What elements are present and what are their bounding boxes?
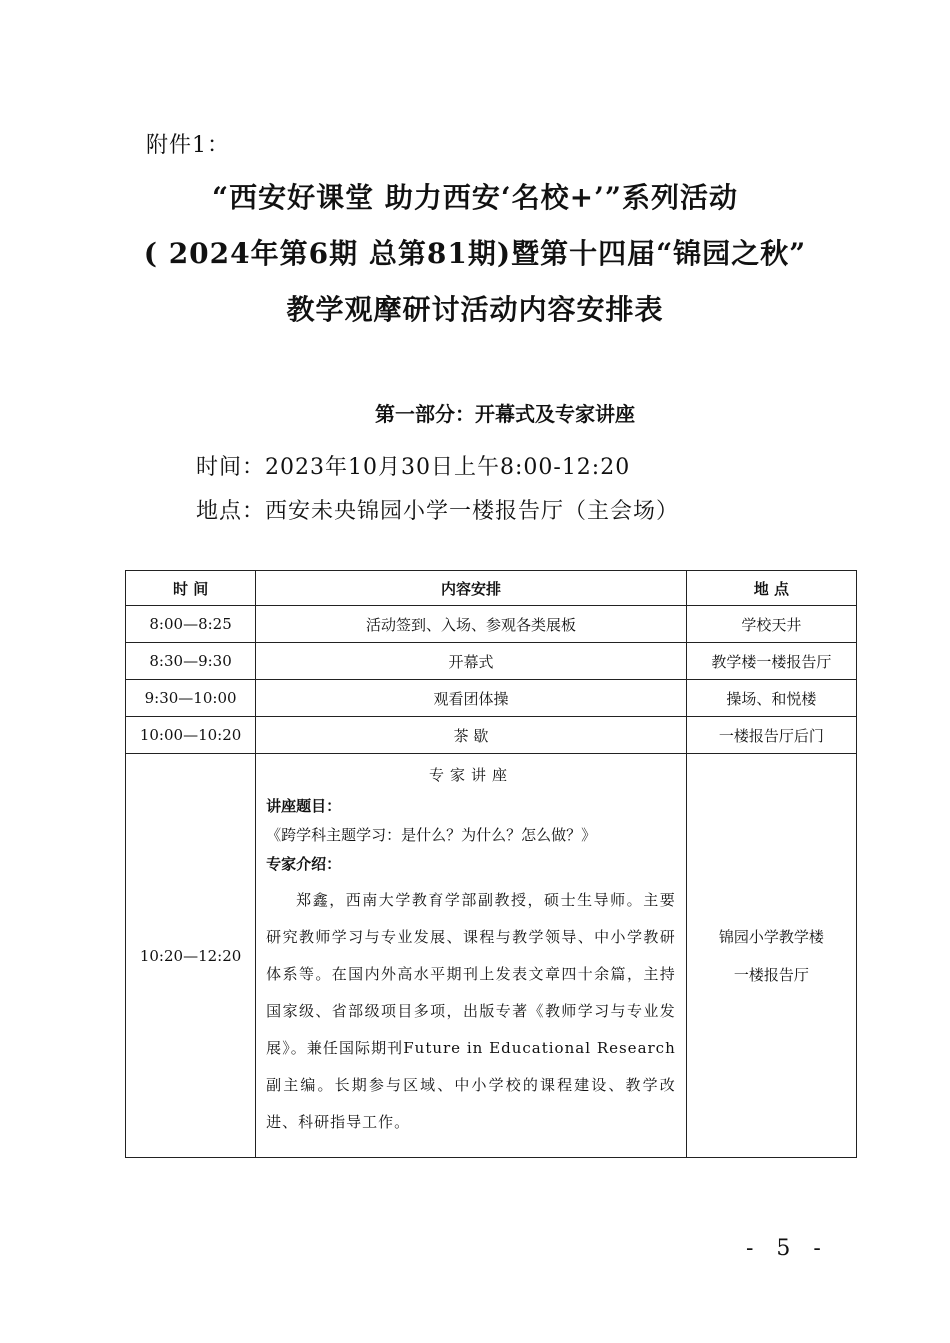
row-content: 开幕式 [256, 643, 687, 680]
table-row [126, 680, 857, 717]
title-line-2: ( 2024年第6期 总第81期)暨第十四届“锦园之秋” [143, 237, 807, 270]
row-time: 8:00—8:25 [126, 606, 256, 643]
table-row [126, 643, 857, 680]
topic-label: 讲座题目： [266, 797, 342, 815]
row-content: 活动签到、入场、参观各类展板 [256, 606, 687, 643]
title-line-1: “西安好课堂 助力西安‘名校+’”系列活动 [212, 181, 738, 214]
row-place: 教学楼一楼报告厅 [686, 643, 856, 680]
event-place: 地点：西安未央锦园小学一楼报告厅（主会场） [196, 499, 680, 524]
schedule-table [125, 570, 857, 1158]
title-line-3: 教学观摩研讨活动内容安排表 [286, 293, 664, 326]
expert-label: 专家介绍： [266, 855, 342, 873]
lecture-place-line-2: 一楼报告厅 [733, 965, 809, 984]
header-content: 内容安排 [256, 571, 687, 606]
table-row [126, 717, 857, 754]
row-place: 操场、和悦楼 [686, 680, 856, 717]
lecture-place-line-1: 锦园小学教学楼 [718, 927, 824, 946]
page-number: - 5 - [746, 1236, 829, 1261]
lecture-heading: 专家讲座 [428, 766, 513, 784]
section-heading: 第一部分：开幕式及专家讲座 [375, 402, 635, 426]
row-content: 茶 歇 [256, 717, 687, 754]
lecture-content [256, 754, 687, 1158]
row-time: 9:30—10:00 [126, 680, 256, 717]
header-place: 地 点 [686, 571, 856, 606]
lecture-time: 10:20—12:20 [126, 754, 256, 1158]
lecture-row [126, 754, 857, 1158]
row-time: 10:00—10:20 [126, 717, 256, 754]
table-header-row [126, 571, 857, 606]
row-time: 8:30—9:30 [126, 643, 256, 680]
expert-bio: 郑鑫，西南大学教育学部副教授，硕士生导师。主要研究教师学习与专业发展、课程与教学领导、中小学教研体系等。在国内外高水平期刊上发表文章四十余篇，主持国家级、省部级项目多项，出版专著《教师学习与专业发展》。兼任国际期刊Future in Educational Research副主编。长期参与区域、中小学校的课程建设、教学改进、科研指导工作。 [266, 891, 676, 1131]
lecture-place [686, 754, 856, 1158]
row-place: 学校天井 [686, 606, 856, 643]
header-time: 时 间 [126, 571, 256, 606]
row-content: 观看团体操 [256, 680, 687, 717]
lecture-topic: 《跨学科主题学习：是什么？为什么？怎么做？》 [266, 826, 597, 844]
attachment-label: 附件1： [146, 133, 230, 158]
table-row [126, 606, 857, 643]
row-place: 一楼报告厅后门 [686, 717, 856, 754]
event-time: 时间：2023年10月30日上午8:00-12:20 [196, 455, 631, 480]
